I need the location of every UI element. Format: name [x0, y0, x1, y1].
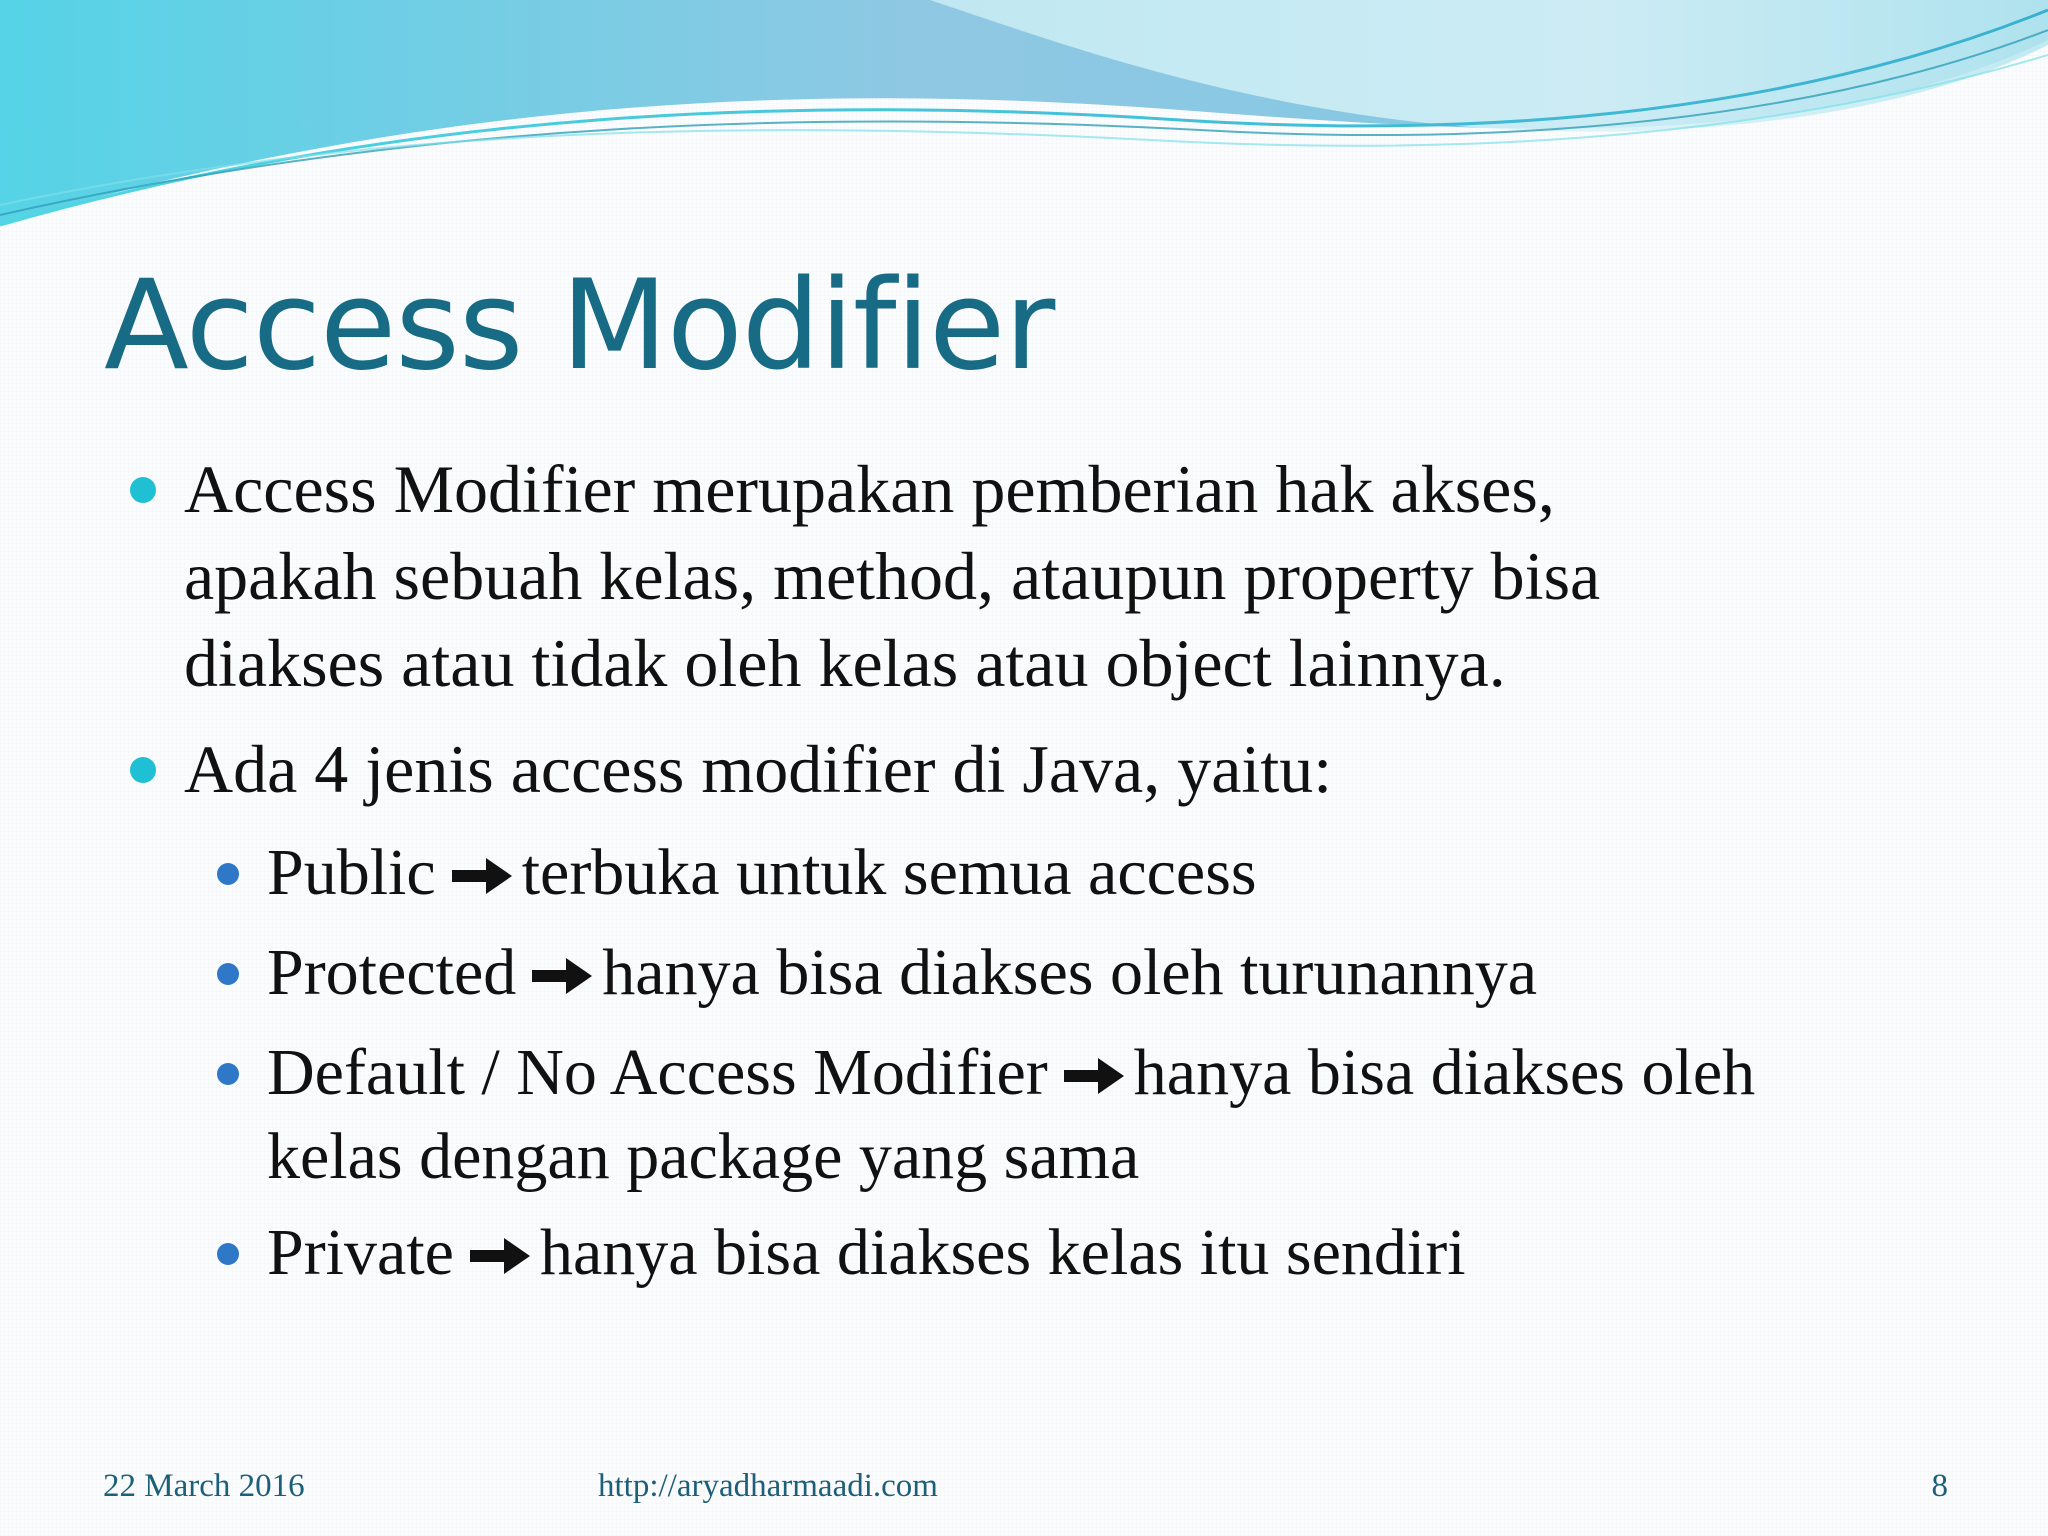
sub-item-public [267, 830, 1257, 916]
sub-item-default-line-1 [267, 1030, 1755, 1116]
bullet-access-modifier-definition-line-2: apakah sebuah kelas, method, ataupun property bisa [184, 538, 1601, 614]
right-arrow-icon [450, 856, 514, 896]
bullet-access-modifier-definition-line-3: diakses atau tidak oleh kelas atau object lainnya. [184, 625, 1506, 701]
sub-item-protected [267, 930, 1537, 1016]
sub-bullet-dot-icon [217, 1063, 239, 1085]
right-arrow-icon [530, 956, 594, 996]
sub-bullet-dot-icon [217, 963, 239, 985]
bullet-access-modifier-definition-line-1: Access Modifier merupakan pemberian hak akses, [184, 451, 1555, 527]
sub-bullet-dot-icon [217, 863, 239, 885]
sub-item-private [267, 1210, 1466, 1296]
sub-bullet-dot-icon [217, 1243, 239, 1265]
sub-item-name: Default / No Access Modifier [267, 1036, 1048, 1109]
bullet-dot-icon [130, 477, 156, 503]
bullet-four-types: Ada 4 jenis access modifier di Java, yaitu: [184, 731, 1333, 807]
footer-date: 22 March 2016 [103, 1468, 305, 1504]
sub-item-name: Protected [267, 936, 517, 1009]
sub-item-description: terbuka untuk semua access [521, 836, 1257, 909]
bullet-dot-icon [130, 757, 156, 783]
sub-item-description: hanya bisa diakses oleh [1133, 1036, 1756, 1109]
sub-item-name: Private [267, 1216, 454, 1289]
slide-title: Access Modifier [104, 254, 1055, 398]
footer-page-number: 8 [1931, 1468, 1948, 1504]
sub-item-name: Public [267, 836, 436, 909]
sub-item-description: hanya bisa diakses kelas itu sendiri [539, 1216, 1466, 1289]
sub-item-default-line-2: kelas dengan package yang sama [267, 1120, 1140, 1193]
sub-item-description: hanya bisa diakses oleh turunannya [602, 936, 1537, 1009]
right-arrow-icon [468, 1236, 532, 1276]
footer-url[interactable]: http://aryadharmaadi.com [598, 1468, 938, 1504]
right-arrow-icon [1062, 1056, 1126, 1096]
